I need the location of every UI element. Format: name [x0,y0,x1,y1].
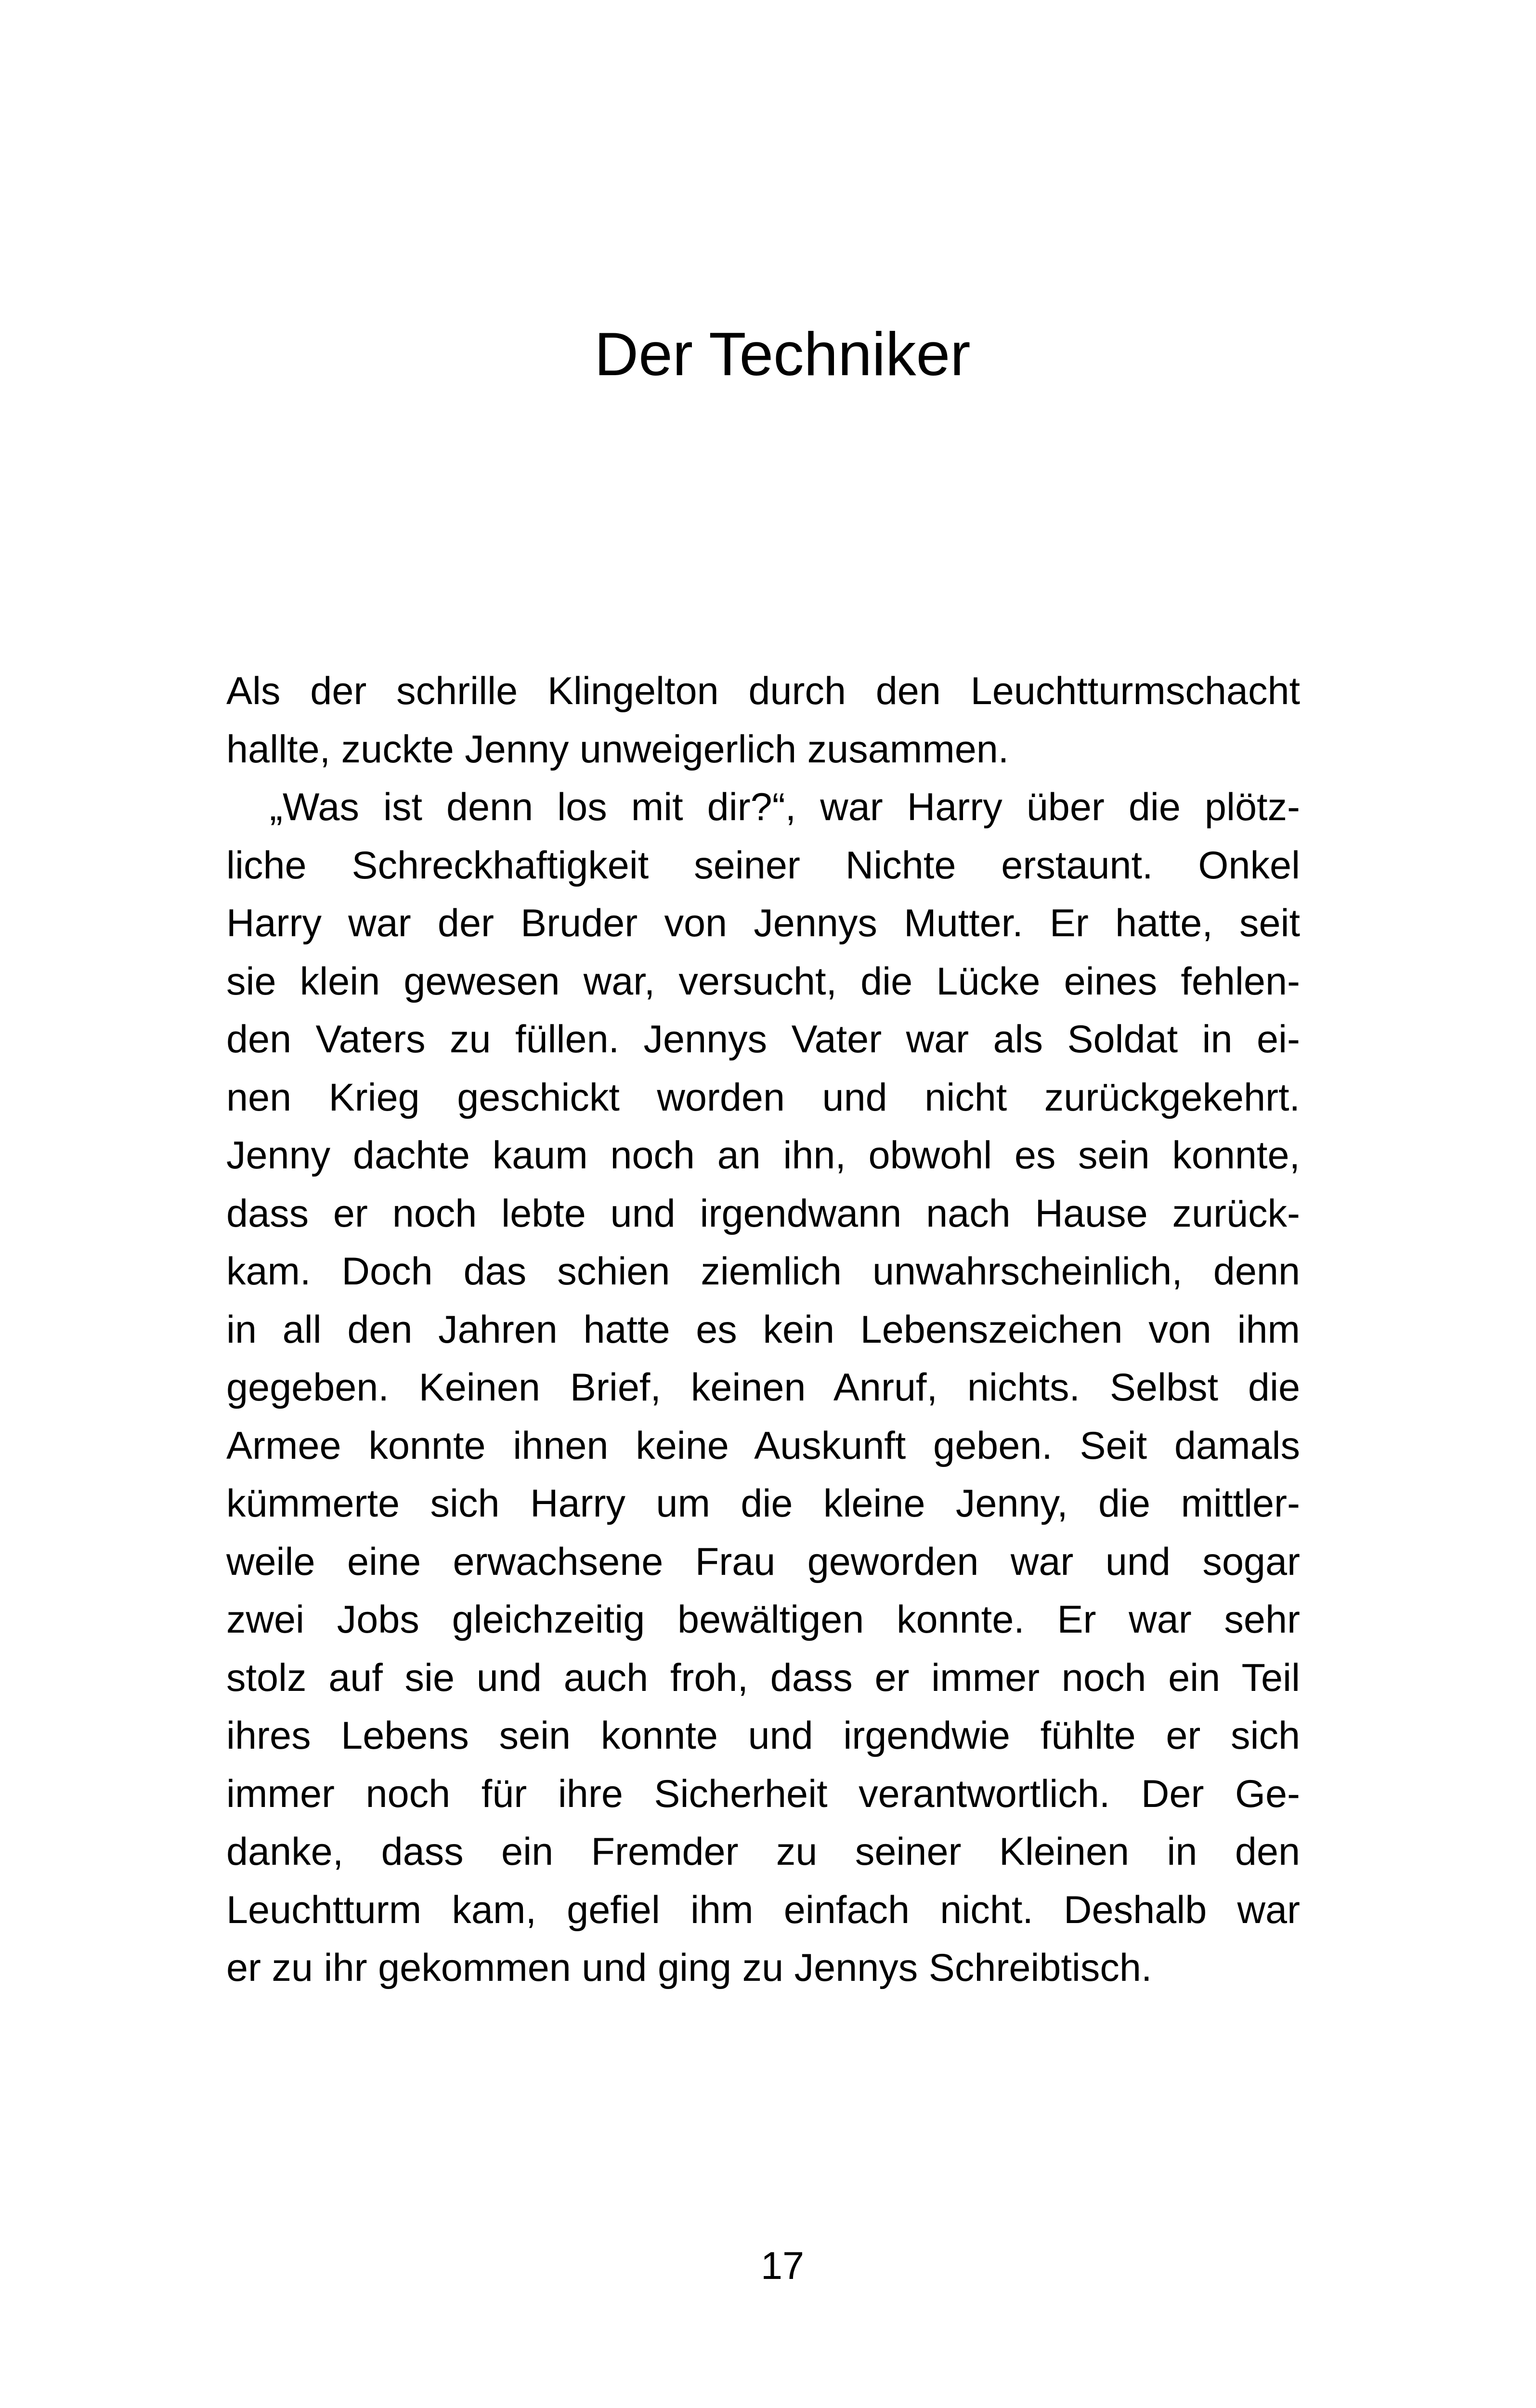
chapter-title: Der Techniker [594,320,971,388]
text-line: liche Schreckhaftigkeit seiner Nichte erstaunt. Onkel [226,843,1300,887]
text-line: in all den Jahren hatte es kein Lebenszeichen von ihm [226,1308,1300,1351]
text-line: Als der schrille Klingelton durch den Leuchtturmschacht [226,669,1300,713]
text-line: weile eine erwachsene Frau geworden war und sogar [226,1540,1300,1584]
text-line: „Was ist denn los mit dir?“, war Harry über die plötz- [270,785,1300,829]
paragraph [226,778,1300,1997]
text-line: zwei Jobs gleichzeitig bewältigen konnte. Er war sehr [226,1598,1300,1641]
text-line: kam. Doch das schien ziemlich unwahrscheinlich, denn [226,1250,1300,1293]
text-line: sie klein gewesen war, versucht, die Lücke eines fehlen- [226,959,1300,1003]
text-line: hallte, zuckte Jenny unweigerlich zusammen. [226,727,1009,771]
paragraph [226,662,1300,778]
text-line: dass er noch lebte und irgendwann nach Hause zurück- [226,1191,1300,1235]
text-line: kümmerte sich Harry um die kleine Jenny, die mittler- [226,1482,1300,1525]
text-line: Harry war der Bruder von Jennys Mutter. Er hatte, seit [226,902,1300,945]
text-line: danke, dass ein Fremder zu seiner Kleinen in den [226,1830,1300,1873]
text-line: gegeben. Keinen Brief, keinen Anruf, nichts. Selbst die [226,1366,1300,1409]
page-number: 17 [760,2244,805,2288]
text-line: stolz auf sie und auch froh, dass er immer noch ein Teil [226,1656,1300,1700]
body-text [226,662,1300,1997]
text-line: er zu ihr gekommen und ging zu Jennys Schreibtisch. [226,1946,1152,1989]
text-line: Leuchtturm kam, gefiel ihm einfach nicht. Deshalb war [226,1888,1300,1932]
text-line: nen Krieg geschickt worden und nicht zurückgekehrt. [226,1075,1300,1119]
text-line: Armee konnte ihnen keine Auskunft geben. Seit damals [226,1424,1300,1467]
text-line: den Vaters zu füllen. Jennys Vater war als Soldat in ei- [226,1018,1300,1061]
text-line: ihres Lebens sein konnte und irgendwie fühlte er sich [226,1714,1300,1757]
text-line: immer noch für ihre Sicherheit verantwortlich. Der Ge- [226,1772,1300,1816]
text-line: Jenny dachte kaum noch an ihn, obwohl es sein konnte, [226,1134,1300,1177]
